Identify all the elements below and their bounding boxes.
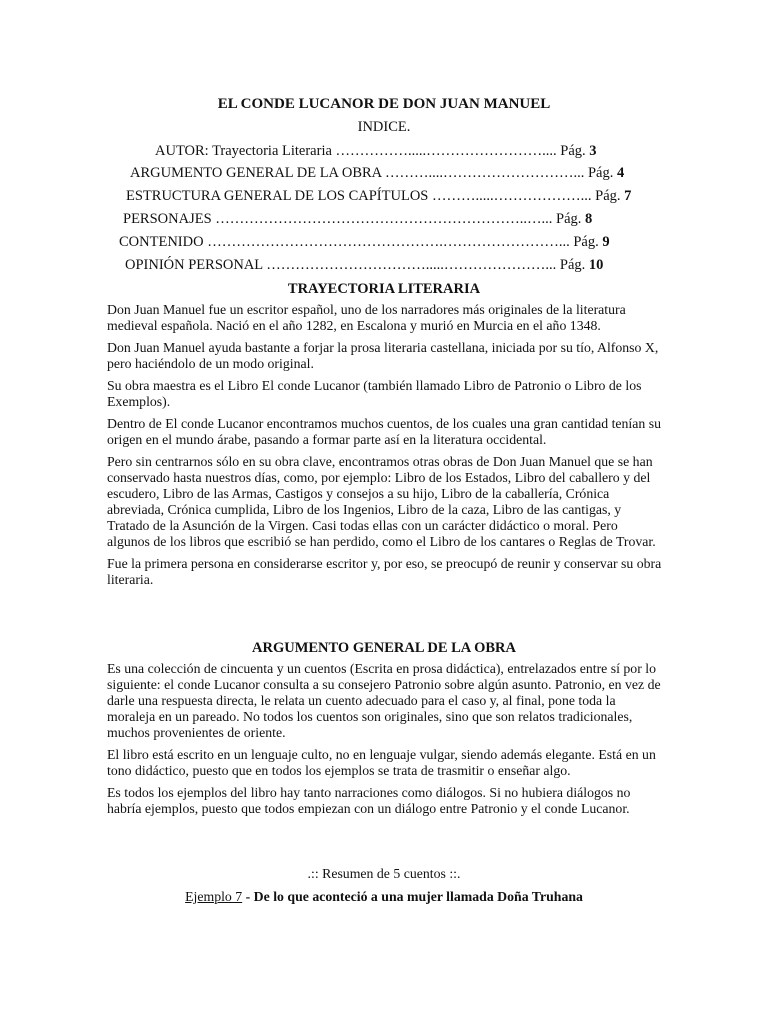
section-heading-argumento: ARGUMENTO GENERAL DE LA OBRA [252,640,516,656]
toc-page-number: 8 [585,211,593,227]
toc-page-number: 3 [589,143,597,159]
document-title: EL CONDE LUCANOR DE DON JUAN MANUEL [217,96,551,112]
argumento-body [107,661,663,823]
paragraph: Pero sin centrarnos sólo en su obra clave, encontramos otras obras de Don Juan Manuel que se han conservado hasta nuestros días, como, por ejemplo: Libro de los Estados, Libro del caballero y del escudero, Libro de las Armas, Castigos y consejos a su hijo, Libro de la caballería, Crónica abreviada, Crónica cumplida, Libro de los Ingenios, Libro de la caza, Libro de las cantigas, y Tratado de la Asunción de la Virgen. Casi todas ellas con un carácter didáctico o moral. Pero algunos de los libros que escribió se han perdido, como el Libro de los cantares o Reglas de Trovar. [107,454,656,549]
toc-dots: ……….....………………... [428,188,596,204]
toc-page-number: 7 [624,188,632,204]
toc-row-personajes [123,209,592,229]
paragraph: Su obra maestra es el Libro El conde Lucanor (también llamado Libro de Patronio o Libro de los Exemplos). [107,378,642,409]
toc-dots: ………………………………………………………..…... [211,211,557,227]
toc-label: CONTENIDO [119,234,204,250]
toc-row-opinion [125,255,603,275]
paragraph: Don Juan Manuel fue un escritor español, uno de los narradores más originales de la literatura medieval española. Nació en el año 1282, en Escalona y murió en Murcia en el año 1348. [107,302,626,333]
toc-page-number: 9 [602,234,610,250]
toc-row-autor [155,141,597,161]
example-title: - De lo que aconteció a una mujer llamada Doña Truhana [242,889,583,904]
toc-page-number: 4 [616,165,625,181]
toc-dots: …………….....…………………….... [331,143,561,159]
toc-pag: Pág. [595,188,621,204]
toc-pag: Pág. [573,234,599,250]
toc-label: ESTRUCTURA GENERAL DE LOS CAPÍTULOS [126,188,429,204]
paragraph: Fue la primera persona en considerarse escritor y, por eso, se preocupó de reunir y conservar su obra literaria. [107,556,662,587]
toc-pag: Pág. [587,165,614,181]
example-heading [0,889,768,905]
toc-dots: ………………………………………….……………………... [203,234,574,250]
paragraph: Es todos los ejemplos del libro hay tanto narraciones como diálogos. Si no hubiera diálogos no habría ejemplos, puesto que todos empiezan con un diálogo entre Patronio y el conde Lucanor. [107,785,631,816]
paragraph: Don Juan Manuel ayuda bastante a forjar la prosa literaria castellana, iniciada por su tío, Alfonso X, pero haciéndolo de un modo original. [107,340,659,371]
paragraph: Dentro de El conde Lucanor encontramos muchos cuentos, de los cuales una gran cantidad tenían su origen en el mundo árabe, pasando a formar parte así en la literatura occidental. [107,416,661,447]
resumen-note: .:: Resumen de 5 cuentos ::. [307,866,461,881]
toc-dots: ………....………………………... [381,165,588,181]
toc-label: PERSONAJES [123,211,212,227]
toc-row-argumento [130,163,624,183]
toc-row-estructura [126,186,631,206]
toc-pag: Pág. [556,211,582,227]
toc-label: AUTOR: Trayectoria Literaria [155,143,332,159]
index-heading: INDICE. [357,119,411,135]
toc-label: OPINIÓN PERSONAL [125,257,263,273]
toc-page-number: 10 [588,257,604,273]
paragraph: El libro está escrito en un lenguaje culto, no en lenguaje vulgar, siendo además elegante. Está en un tono didáctico, puesto que en todos los ejemplos se trata de trasmitir o enseñar algo. [107,747,656,778]
section-heading-trayectoria: TRAYECTORIA LITERARIA [287,281,481,297]
toc-row-contenido [119,232,610,252]
toc-pag: Pág. [560,143,586,159]
toc-label: ARGUMENTO GENERAL DE LA OBRA [130,165,382,181]
toc-dots: …………………………….....…………………... [262,257,560,273]
example-label: Ejemplo 7 [185,889,243,904]
toc-pag: Pág. [559,257,586,273]
paragraph: Es una colección de cincuenta y un cuentos (Escrita en prosa didáctica), entrelazados entre sí por lo siguiente: el conde Lucanor consulta a su consejero Patronio sobre algún asunto. Patronio, en vez de darle una respuesta directa, le relata un cuento adecuado para el caso y, al final, pone toda la moraleja en un pareado. No todos los cuentos son originales, sino que son relatos tradicionales, muchos provenientes de oriente. [107,661,661,740]
trayectoria-body [107,302,663,594]
